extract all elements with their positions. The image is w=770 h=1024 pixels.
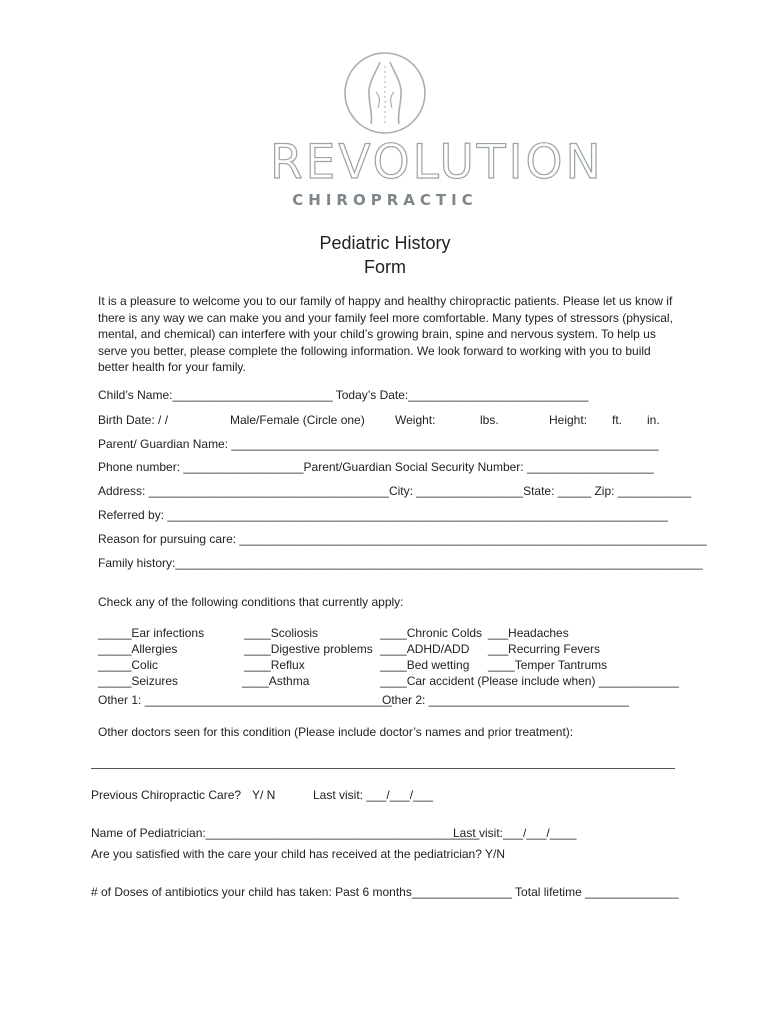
sex-field[interactable]: Male/Female (Circle one) [230,413,365,427]
weight-label: Weight: [395,413,436,427]
family-history-field[interactable]: Family history:_______________________________________________________________________________ [98,556,703,570]
condition-digestive[interactable]: ____Digestive problems [244,642,373,656]
referred-by-field[interactable]: Referred by: ___________________________________________________________________________ [98,508,668,522]
satisfied-question[interactable]: Are you satisfied with the care your child has received at the pediatrician? Y/N [91,847,505,861]
conditions-prompt: Check any of the following conditions that currently apply: [98,595,404,609]
condition-adhd[interactable]: ____ADHD/ADD [380,642,470,656]
condition-reflux[interactable]: ____Reflux [244,658,305,672]
condition-temper-tantrums[interactable]: ____Temper Tantrums [488,658,608,672]
condition-car-accident[interactable]: ____Car accident (Please include when) ____________ [380,674,679,688]
condition-chronic-colds[interactable]: ____Chronic Colds [380,626,483,640]
reason-field[interactable]: Reason for pursuing care: ______________________________________________________________________ [98,532,707,546]
spine-figure-icon [340,50,430,136]
brand-name: REVOLUTION [270,135,604,190]
form-title-line1: Pediatric History [319,233,451,253]
pediatrician-last-visit[interactable]: Last visit:___/___/____ [453,826,577,840]
antibiotics-field[interactable]: # of Doses of antibiotics your child has taken: Past 6 months_______________ Total lifetime ______________ [91,885,679,899]
condition-asthma[interactable]: ____Asthma [242,674,310,688]
condition-ear-infections[interactable]: _____Ear infections [98,626,205,640]
childs-name-field[interactable]: Child’s Name:________________________ Today’s Date:___________________________ [98,388,589,402]
address-field[interactable]: Address: ____________________________________City: ________________State: _____ Zip: ___________ [98,484,692,498]
clinic-logo [270,50,604,220]
pediatrician-name-field[interactable]: Name of Pediatrician:_________________________________________ [91,826,480,840]
intro-paragraph: It is a pleasure to welcome you to our family of happy and healthy chiropractic patients. Please let us know if there is any way we can make you and your family feel more comfortable. Many types of stressors (physical, mental, and chemical) can interfere with your child’s growing brain, spine and nervous system. To help us serve you better, please complete the following information. We look forward to working with you to build better health for your family. [98,294,673,374]
condition-bed-wetting[interactable]: ____Bed wetting [380,658,470,672]
brand-subtitle: CHIROPRACTIC [292,191,478,209]
other-2-field[interactable]: Other 2: ______________________________ [382,693,629,707]
lbs-label: lbs. [480,413,499,427]
form-title-line2: Form [364,257,406,277]
condition-seizures[interactable]: _____Seizures [98,674,179,688]
phone-ssn-field[interactable]: Phone number: __________________Parent/Guardian Social Security Number: ___________________ [98,460,654,474]
height-label: Height: [549,413,588,427]
other-doctors-answer-line[interactable] [91,768,675,769]
prev-care-label: Previous Chiropractic Care? [91,788,242,802]
parent-guardian-field[interactable]: Parent/ Guardian Name: ________________________________________________________________ [98,437,659,451]
other-1-field[interactable]: Other 1: _____________________________________ [98,693,392,707]
in-label: in. [647,413,660,427]
prev-care-yn[interactable]: Y/ N [252,788,276,802]
condition-colic[interactable]: _____Colic [98,658,159,672]
ft-label: ft. [612,413,623,427]
condition-recurring-fevers[interactable]: ___Recurring Fevers [488,642,601,656]
condition-headaches[interactable]: ___Headaches [488,626,569,640]
birth-date-field[interactable]: Birth Date: / / [98,413,169,427]
condition-scoliosis[interactable]: ____Scoliosis [244,626,319,640]
condition-allergies[interactable]: _____Allergies [98,642,178,656]
prev-care-last-visit[interactable]: Last visit: ___/___/___ [313,788,434,802]
other-doctors-prompt: Other doctors seen for this condition (Please include doctor’s names and prior treatment): [98,725,574,739]
